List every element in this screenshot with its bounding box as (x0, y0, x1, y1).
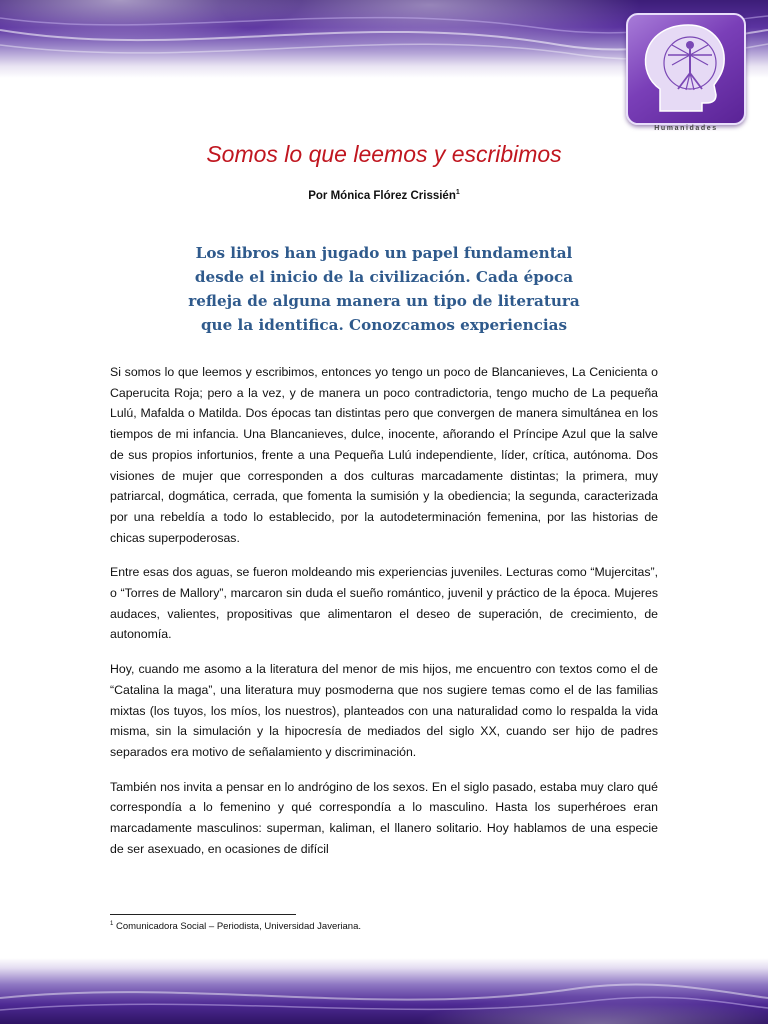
byline-author: Por Mónica Flórez Crissién (308, 189, 456, 202)
logo-caption: Humanidades (654, 125, 718, 132)
footnote-text: Comunicadora Social – Periodista, Universidad Javeriana. (115, 921, 361, 933)
body-paragraph-4: También nos invita a pensar en lo andrógino de los sexos. En el siglo pasado, estaba muy claro qué correspondía a lo femenino y qué correspondía a lo masculino. Hasta los superhéroes eran marcadamente masculinos: superman, kaliman, el llanero solitario. Hoy hablamos de una especie de ser asexuado, en ocasiones de difícil (110, 779, 658, 856)
footnote-divider (110, 914, 296, 915)
footnote (110, 921, 658, 932)
bottom-banner (0, 958, 768, 1024)
body-paragraph-2: Entre esas dos aguas, se fueron moldeando mis experiencias juveniles. Lecturas como “Mujercitas”, o “Torres de Mallory”, marcaron sin duda el sueño romántico, juvenil y práctico de la época. Mujeres audaces, valientes, propositivas que alimentaron el deseo de superación, de crecimiento, de autonomía. (110, 565, 658, 642)
bottom-swoosh (0, 958, 768, 1024)
byline-footnote-mark: 1 (455, 189, 460, 196)
humanidades-logo (626, 13, 746, 125)
article-byline (0, 189, 768, 202)
head-vitruvian-icon (628, 15, 744, 123)
body-paragraph-1: Si somos lo que leemos y escribimos, entonces yo tengo un poco de Blancanieves, La Cenicienta o Caperucita Roja; pero a la vez, y de manera un poco contradictoria, tengo mucho de La pequeña Lulú, Mafalda o Matilda. Dos épocas tan distintas pero que convergen de manera simultánea en los tiempos de mi infancia. Una Blancanieves, dulce, inocente, añorando el Príncipe Azul que la salve de sus propios infortunios, frente a una Pequeña Lulú independiente, líder, crítica, autónoma. Dos visiones de mujer que corresponden a dos culturas marcadamente distintas; la primera, muy patriarcal, dogmática, cerrada, que fomenta la sumisión y la obediencia; la segunda, caracterizada por una rebeldía a todo lo establecido, por la autodeterminación femenina, por las historias de chicas superpoderosas. (110, 365, 658, 545)
footnote-mark: 1 (110, 921, 114, 927)
article-body (110, 362, 658, 873)
article-title: Somos lo que leemos y escribimos (206, 141, 562, 167)
body-paragraph-3: Hoy, cuando me asomo a la literatura del menor de mis hijos, me encuentro con textos como el de “Catalina la maga”, una literatura muy posmoderna que nos sugiere temas como el de las familias mixtas (los tuyos, los míos, los nuestros), planteados con una naturalidad como lo respalda la vida misma, sin la simulación y la hipocresía de mediados del siglo XX, cuando ser hijo de padres separados era motivo de señalamiento y discriminación. (110, 662, 658, 759)
article-lead: Los libros han jugado un papel fundamental desde el inicio de la civilización. Cada época refleja de alguna manera un tipo de literatura que la identifica. Conozcamos experiencias (188, 244, 580, 334)
